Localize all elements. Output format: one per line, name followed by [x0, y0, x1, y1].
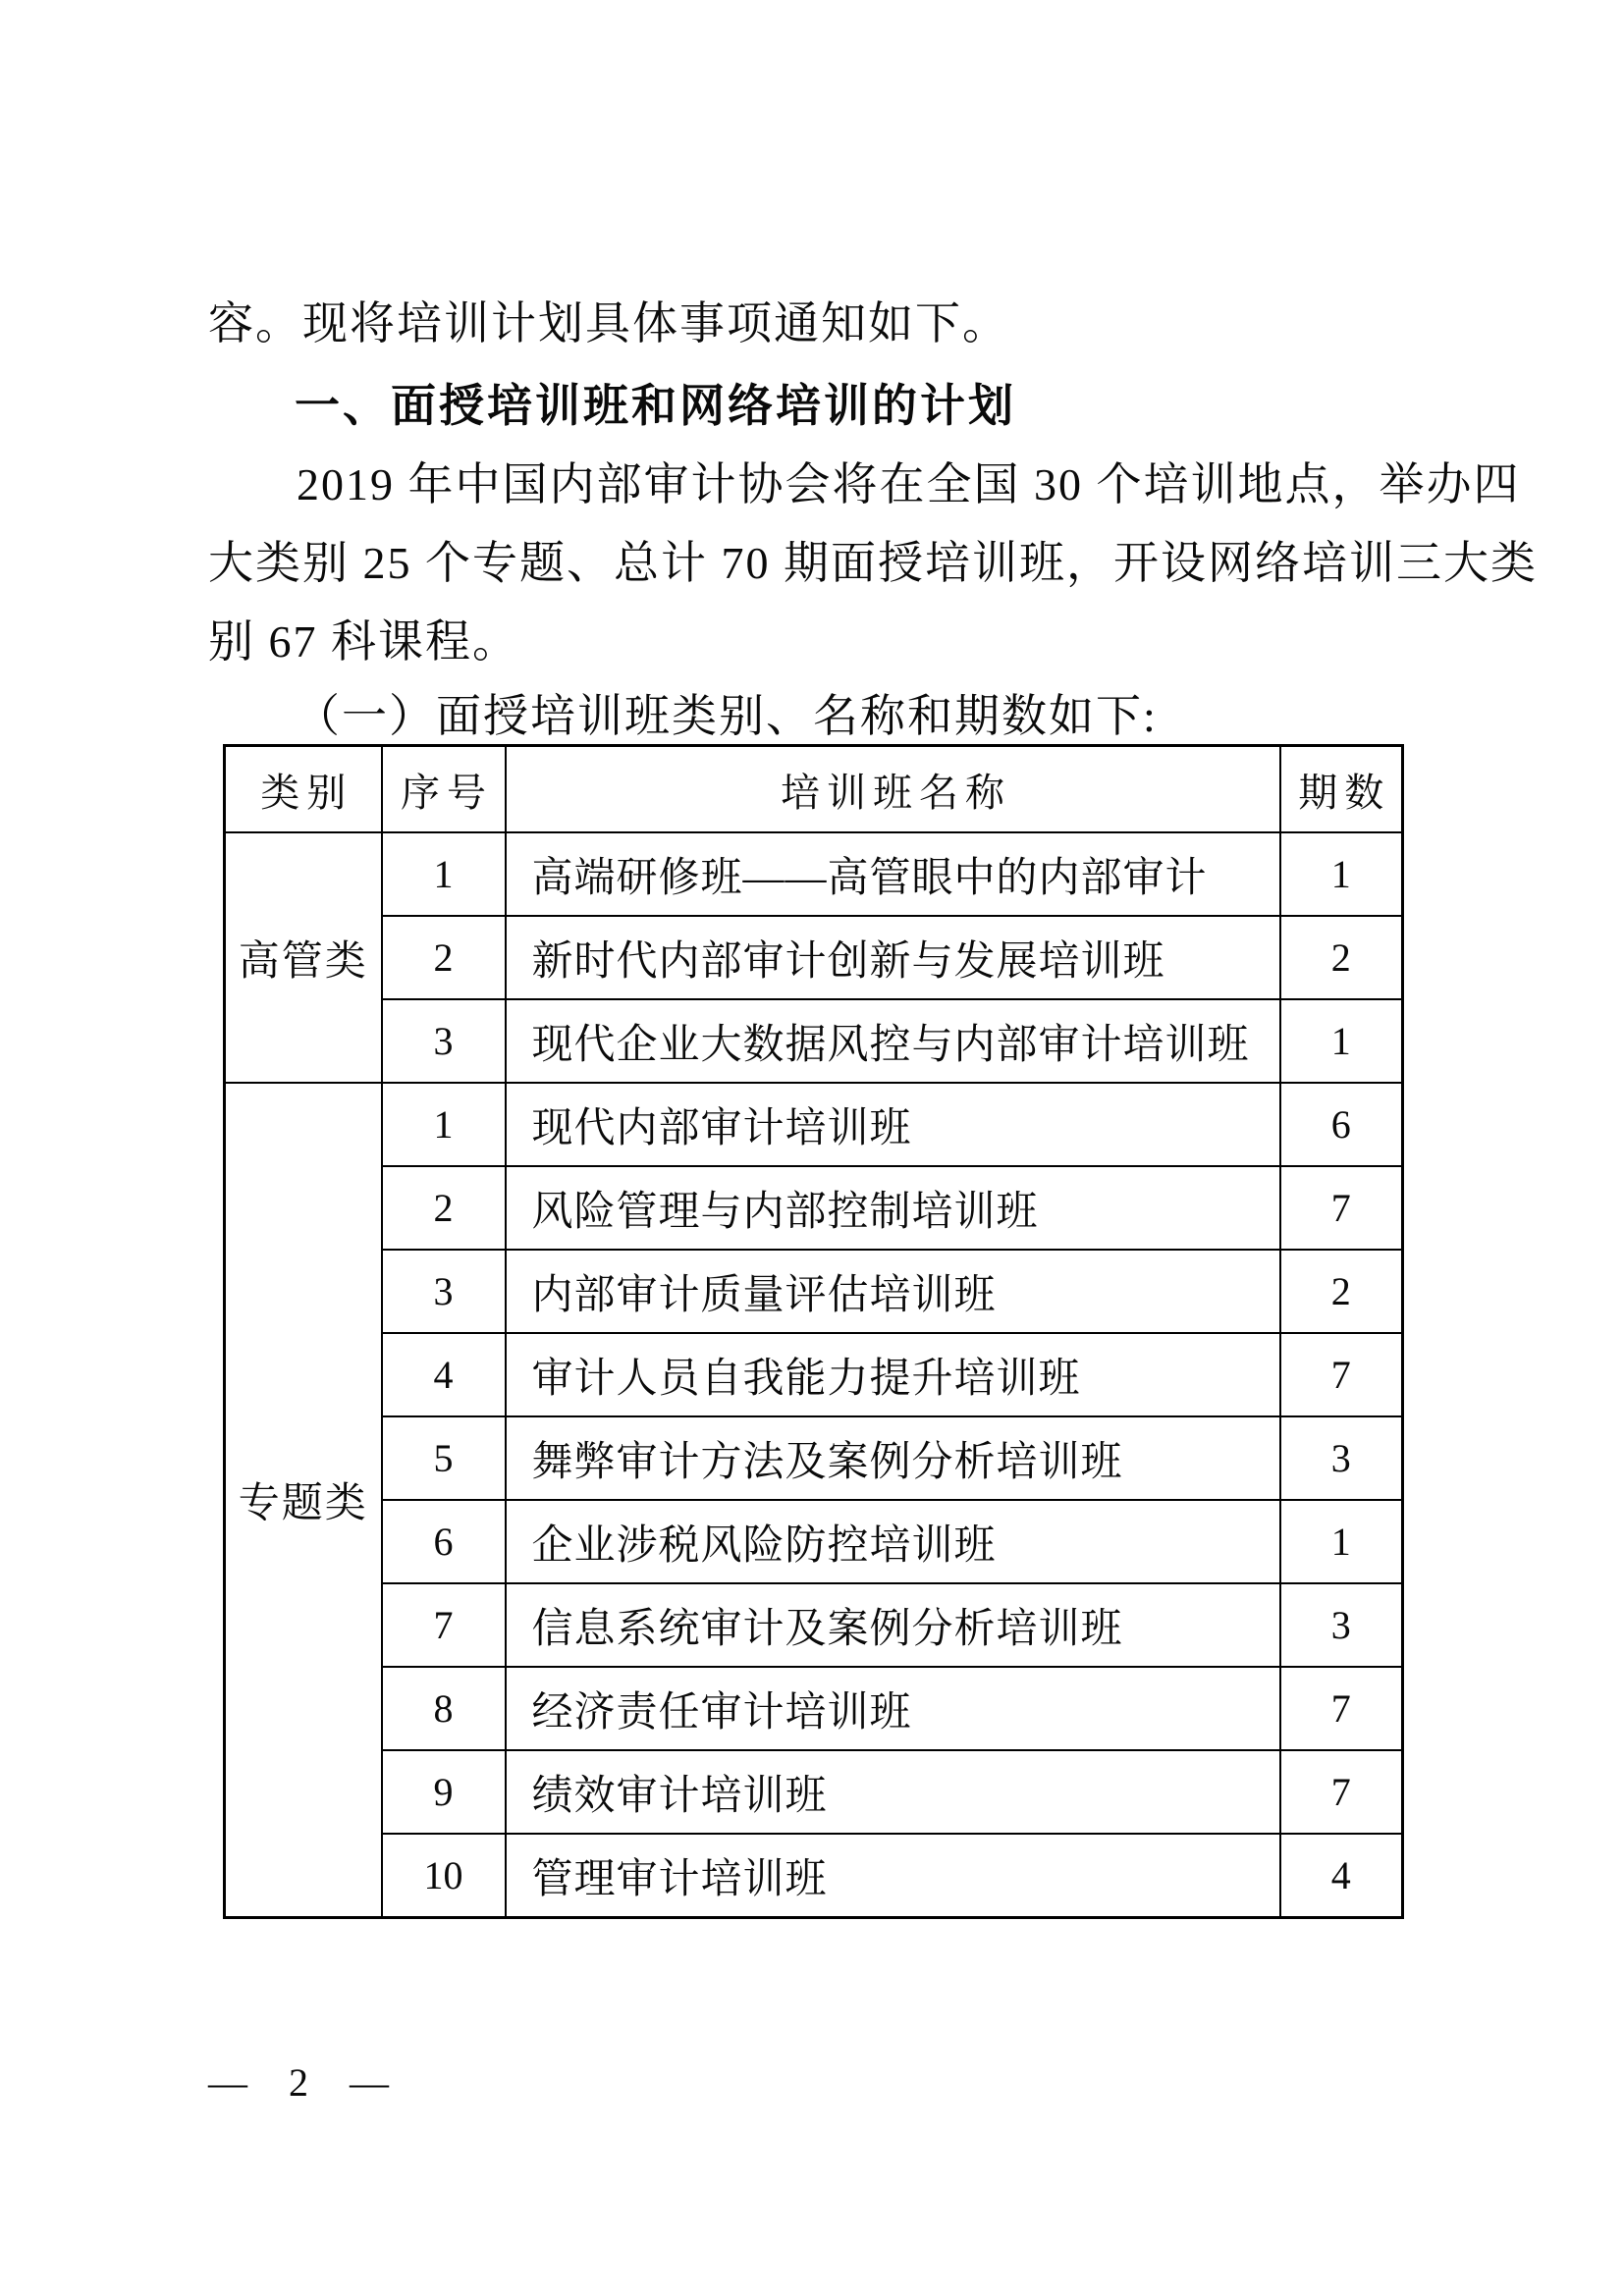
category-cell: 高管类	[225, 832, 382, 1083]
sessions-count-cell: 7	[1280, 1667, 1403, 1750]
table-row	[225, 1500, 1403, 1583]
table-row	[225, 916, 1403, 999]
table-row	[225, 1083, 1403, 1166]
sessions-count-cell: 1	[1280, 832, 1403, 916]
row-number-cell: 9	[382, 1750, 506, 1834]
table-row	[225, 832, 1403, 916]
sessions-count-cell: 6	[1280, 1083, 1403, 1166]
row-number-cell: 7	[382, 1583, 506, 1667]
table-row	[225, 1416, 1403, 1500]
table-row	[225, 1250, 1403, 1333]
table-row	[225, 1166, 1403, 1250]
course-name-cell: 企业涉税风险防控培训班	[506, 1500, 1280, 1583]
table-header-row	[225, 746, 1403, 833]
row-number-cell: 4	[382, 1333, 506, 1416]
sessions-count-cell: 2	[1280, 916, 1403, 999]
row-number-cell: 1	[382, 1083, 506, 1166]
row-number-cell: 2	[382, 1166, 506, 1250]
paragraph-line-3: 别 67 科课程。	[208, 616, 519, 667]
sessions-count-cell: 3	[1280, 1416, 1403, 1500]
column-header: 期数	[1280, 746, 1403, 833]
table-row	[225, 1333, 1403, 1416]
course-name-cell: 信息系统审计及案例分析培训班	[506, 1583, 1280, 1667]
sessions-count-cell: 1	[1280, 999, 1403, 1083]
course-name-cell: 管理审计培训班	[506, 1834, 1280, 1918]
sessions-count-cell: 7	[1280, 1333, 1403, 1416]
intro-paragraph-line: 容。现将培训计划具体事项通知如下。	[208, 298, 1009, 348]
course-name-cell: 经济责任审计培训班	[506, 1667, 1280, 1750]
category-cell: 专题类	[225, 1083, 382, 1918]
page-number: — 2 —	[208, 2060, 390, 2105]
row-number-cell: 5	[382, 1416, 506, 1500]
paragraph-line-2: 大类别 25 个专题、总计 70 期面授培训班，开设网络培训三大类	[208, 538, 1538, 588]
sessions-count-cell: 2	[1280, 1250, 1403, 1333]
sessions-count-cell: 4	[1280, 1834, 1403, 1918]
course-name-cell: 高端研修班——高管眼中的内部审计	[506, 832, 1280, 916]
training-plan-table	[223, 744, 1404, 1919]
sessions-count-cell: 3	[1280, 1583, 1403, 1667]
table-row	[225, 1834, 1403, 1918]
course-name-cell: 现代内部审计培训班	[506, 1083, 1280, 1166]
sessions-count-cell: 7	[1280, 1750, 1403, 1834]
column-header: 类别	[225, 746, 382, 833]
table-row	[225, 1583, 1403, 1667]
table-row	[225, 999, 1403, 1083]
row-number-cell: 3	[382, 999, 506, 1083]
table-body	[225, 832, 1403, 1918]
table-row	[225, 1750, 1403, 1834]
section-heading: 一、面授培训班和网络培训的计划	[295, 380, 1016, 431]
course-name-cell: 内部审计质量评估培训班	[506, 1250, 1280, 1333]
row-number-cell: 3	[382, 1250, 506, 1333]
sessions-count-cell: 7	[1280, 1166, 1403, 1250]
header-row	[225, 746, 1403, 833]
course-name-cell: 新时代内部审计创新与发展培训班	[506, 916, 1280, 999]
row-number-cell: 8	[382, 1667, 506, 1750]
course-name-cell: 现代企业大数据风控与内部审计培训班	[506, 999, 1280, 1083]
row-number-cell: 1	[382, 832, 506, 916]
course-name-cell: 绩效审计培训班	[506, 1750, 1280, 1834]
paragraph-line-1: 2019 年中国内部审计协会将在全国 30 个培训地点，举办四	[297, 459, 1521, 509]
course-name-cell: 舞弊审计方法及案例分析培训班	[506, 1416, 1280, 1500]
row-number-cell: 10	[382, 1834, 506, 1918]
column-header: 序号	[382, 746, 506, 833]
row-number-cell: 6	[382, 1500, 506, 1583]
table-row	[225, 1667, 1403, 1750]
table-caption: （一）面授培训班类别、名称和期数如下:	[295, 691, 1158, 741]
sessions-count-cell: 1	[1280, 1500, 1403, 1583]
course-name-cell: 风险管理与内部控制培训班	[506, 1166, 1280, 1250]
row-number-cell: 2	[382, 916, 506, 999]
course-name-cell: 审计人员自我能力提升培训班	[506, 1333, 1280, 1416]
column-header: 培训班名称	[506, 746, 1280, 833]
